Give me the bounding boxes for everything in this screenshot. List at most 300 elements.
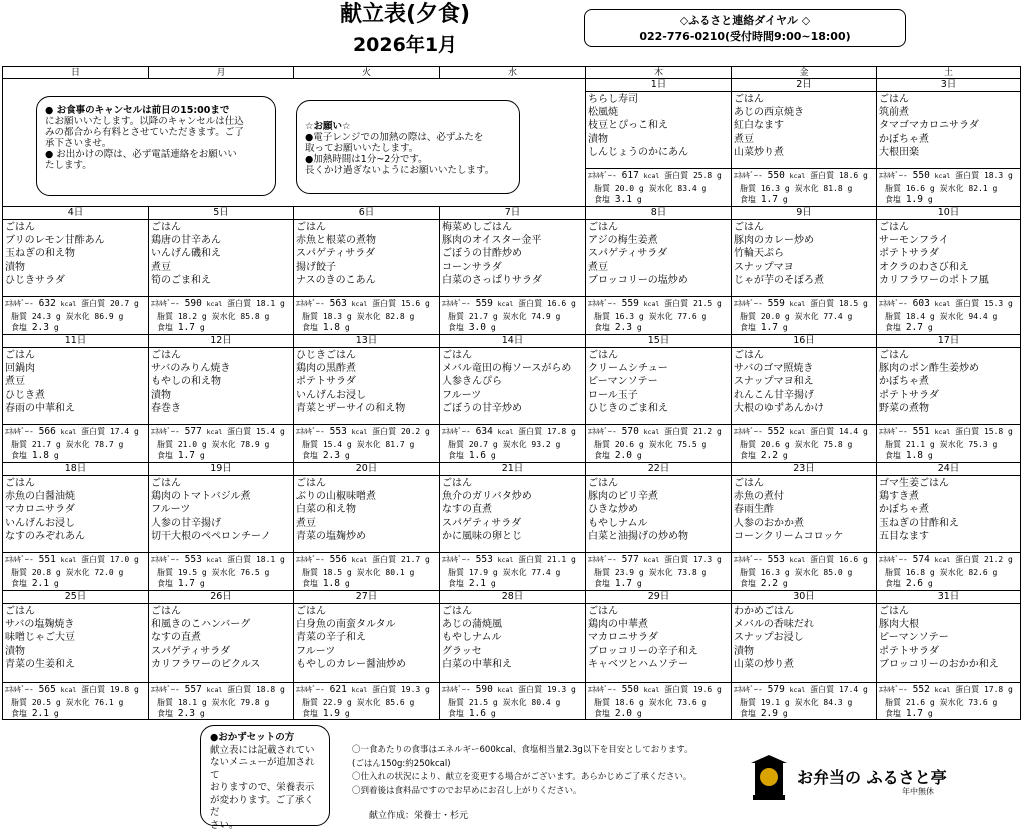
protein-value: 19.8	[109, 685, 130, 694]
gram-unit: g	[53, 709, 59, 718]
menu-item: 赤魚と根菜の煮物	[296, 235, 376, 247]
carb-value: 79.8	[240, 697, 260, 707]
protein-value: 15.3	[983, 299, 1004, 308]
gram-unit: g	[784, 311, 790, 321]
fat-value: 22.9	[322, 697, 343, 707]
fat-label: 脂質	[448, 697, 464, 707]
gram-unit: g	[134, 555, 139, 564]
protein-label: 蛋白質	[518, 427, 543, 436]
gram-unit: g	[927, 323, 933, 332]
contact-title: ◇ふるさと連絡ダイヤル ◇	[679, 14, 811, 27]
energy-value: 551	[912, 426, 930, 437]
protein-label: 蛋白質	[81, 685, 106, 694]
energy-value: 557	[184, 684, 202, 695]
day-number: 19日	[149, 463, 293, 476]
menu-item: なすの直煮	[442, 504, 492, 516]
menu-item: 人参の甘辛揚げ	[151, 517, 221, 529]
energy-label: ｴﾈﾙｷﾞｰ	[734, 299, 758, 308]
gram-unit: g	[555, 697, 561, 707]
fat-value: 20.8	[31, 567, 52, 577]
menu-list	[3, 220, 148, 287]
menu-item: サバの塩麹焼き	[5, 619, 75, 631]
day-number: 25日	[3, 591, 148, 604]
gram-unit: g	[344, 709, 350, 718]
gram-unit: g	[201, 697, 207, 707]
menu-item: サバのゴマ照焼き	[734, 363, 814, 375]
energy-value: 559	[475, 298, 493, 309]
menu-list	[149, 348, 293, 415]
salt-value: 1.7	[177, 450, 195, 461]
day-number: 26日	[149, 591, 293, 604]
fat-value: 18.4	[905, 311, 926, 321]
protein-label: 蛋白質	[664, 299, 689, 308]
set-note-line: 献立表には記載されてい	[210, 744, 315, 756]
gram-unit: g	[55, 697, 61, 707]
menu-item: 青菜の塩麹炒め	[296, 530, 366, 542]
fat-label: 脂質	[11, 439, 27, 449]
gram-unit: g	[492, 311, 498, 321]
gram-unit: g	[992, 697, 998, 707]
kcal-unit: kcal	[643, 428, 660, 436]
menu-item: なすの直煮	[151, 632, 201, 644]
carb-value: 78.7	[94, 439, 114, 449]
menu-item: ごはん	[296, 606, 326, 617]
menu-item: ポテトサラダ	[879, 389, 939, 401]
gram-unit: g	[571, 299, 576, 308]
fat-label: 脂質	[594, 311, 610, 321]
salt-label: 食塩	[594, 323, 610, 332]
menu-list	[586, 92, 731, 159]
gram-unit: g	[927, 195, 933, 204]
menu-item: 赤魚の白醤油焼	[5, 491, 75, 503]
fat-label: 脂質	[594, 183, 610, 193]
menu-item: スパゲティサラダ	[588, 248, 668, 260]
fat-label: 脂質	[11, 697, 27, 707]
menu-item: 鶏唐の甘辛あん	[151, 235, 221, 247]
salt-value: 2.1	[31, 708, 49, 719]
carb-value: 94.4	[968, 311, 988, 321]
gram-unit: g	[571, 685, 576, 694]
set-note-line: おりますので、栄養表示	[210, 782, 315, 793]
menu-item: キャベツとハムソテー	[588, 658, 688, 670]
protein-label: 蛋白質	[518, 299, 543, 308]
gram-unit: g	[492, 697, 498, 707]
page-subtitle: 2026年1月	[352, 34, 458, 56]
carb-label: 炭水化	[211, 439, 236, 449]
gram-unit: g	[863, 171, 868, 180]
gram-unit: g	[636, 323, 642, 332]
protein-value: 21.1	[546, 555, 567, 564]
menu-item: 豚肉大根	[879, 619, 919, 631]
menu-item: 大根田楽	[879, 146, 919, 158]
fat-value: 23.9	[614, 567, 635, 577]
gram-unit: g	[717, 171, 722, 180]
menu-item: クリームシチュー	[588, 363, 668, 375]
energy-value: 552	[767, 426, 785, 437]
salt-value: 1.7	[760, 194, 778, 205]
carb-value: 75.5	[677, 439, 697, 449]
protein-label: 蛋白質	[955, 685, 980, 694]
day-cell	[586, 79, 732, 207]
gram-unit: g	[847, 439, 853, 449]
gram-unit: g	[638, 567, 644, 577]
day-cell	[732, 335, 877, 463]
salt-label: 食塩	[11, 579, 27, 588]
day-cell	[732, 463, 877, 591]
menu-item: 煮豆	[588, 261, 608, 273]
energy-label: ｴﾈﾙｷﾞｰ	[879, 299, 903, 308]
protein-value: 21.2	[983, 555, 1004, 564]
menu-item: 白菜の中華和え	[442, 658, 512, 670]
energy-value: 570	[621, 426, 639, 437]
menu-item: ごぼうの甘辛炒め	[442, 402, 522, 414]
energy-label: ｴﾈﾙｷﾞｰ	[588, 685, 612, 694]
day-number: 4日	[3, 207, 148, 220]
salt-value: 1.9	[905, 194, 923, 205]
menu-item: ごはん	[734, 478, 764, 489]
menu-item: フルーツ	[151, 504, 191, 516]
energy-label: ｴﾈﾙｷﾞｰ	[442, 685, 466, 694]
nutrition-info: ｴﾈﾙｷﾞｰ- 579 kcal 蛋白質 17.4 g 脂質 19.1 g 炭水化 84.3 g 食塩 2.9 g	[732, 682, 876, 720]
protein-label: 蛋白質	[664, 171, 689, 180]
fat-value: 21.7	[468, 311, 489, 321]
menu-item: ごはん	[5, 478, 35, 489]
menu-list	[877, 476, 1020, 543]
menu-item: タマゴマカロニサラダ	[879, 120, 979, 132]
gram-unit: g	[53, 451, 59, 460]
day-cell	[877, 79, 1020, 207]
menu-list	[294, 604, 439, 671]
energy-value: 556	[329, 554, 347, 565]
menu-item: 味噌じゃご大豆	[5, 632, 75, 644]
kcal-unit: kcal	[789, 556, 806, 564]
menu-item: 鶏肉の中華煮	[588, 619, 648, 631]
day-number: 14日	[440, 335, 585, 348]
gram-unit: g	[847, 311, 853, 321]
menu-list	[3, 348, 148, 415]
nutrition-info: ｴﾈﾙｷﾞｰ- 551 kcal 蛋白質 17.0 g 脂質 20.8 g 炭水化 72.0 g 食塩 2.1 g	[3, 552, 148, 590]
menu-item: ちらし寿司	[588, 94, 638, 105]
carb-value: 73.6	[677, 697, 697, 707]
kcal-unit: kcal	[206, 428, 223, 436]
salt-label: 食塩	[302, 579, 318, 588]
menu-item: スナップマヨ	[734, 261, 794, 273]
menu-item: いんげんお浸し	[5, 517, 75, 529]
day-number: 8日	[586, 207, 731, 220]
energy-label: ｴﾈﾙｷﾞｰ	[5, 685, 29, 694]
day-cell	[732, 591, 877, 720]
carb-label: 炭水化	[939, 439, 964, 449]
menu-list	[440, 476, 585, 543]
day-cell	[877, 335, 1020, 463]
menu-item: 山菜の炒り煮	[734, 658, 794, 670]
menu-item: もやしナムル	[442, 632, 502, 644]
gram-unit: g	[929, 183, 935, 193]
energy-value: 574	[912, 554, 930, 565]
fat-value: 20.0	[614, 183, 635, 193]
salt-label: 食塩	[740, 709, 756, 718]
nutrition-info: ｴﾈﾙｷﾞｰ- 570 kcal 蛋白質 21.2 g 脂質 20.6 g 炭水化 75.5 g 食塩 2.0 g	[586, 424, 731, 462]
salt-label: 食塩	[885, 195, 901, 204]
salt-label: 食塩	[448, 451, 464, 460]
nutrition-info: ｴﾈﾙｷﾞｰ- 566 kcal 蛋白質 17.4 g 脂質 21.7 g 炭水化 78.7 g 食塩 1.8 g	[3, 424, 148, 462]
nutrition-info: ｴﾈﾙｷﾞｰ- 574 kcal 蛋白質 21.2 g 脂質 16.8 g 炭水化 82.6 g 食塩 2.6 g	[877, 552, 1020, 590]
gram-unit: g	[927, 709, 933, 718]
energy-value: 559	[767, 298, 785, 309]
gram-unit: g	[199, 709, 205, 718]
fat-value: 20.7	[468, 439, 489, 449]
footnote-line: 〇到着後は食料品ですのでお早めにお召し上がりください。	[352, 785, 582, 796]
carb-label: 炭水化	[794, 183, 819, 193]
contact-phone: 022-776-0210(受付時間9:00~18:00)	[639, 30, 851, 43]
nutrition-info: ｴﾈﾙｷﾞｰ- 553 kcal 蛋白質 16.6 g 脂質 16.3 g 炭水化 85.0 g 食塩 2.2 g	[732, 552, 876, 590]
carb-label: 炭水化	[356, 567, 381, 577]
salt-value: 2.0	[614, 708, 632, 719]
gram-unit: g	[717, 299, 722, 308]
carb-value: 85.0	[823, 567, 843, 577]
carb-label: 炭水化	[356, 439, 381, 449]
carb-label: 炭水化	[211, 697, 236, 707]
menu-item: 漬物	[588, 133, 608, 145]
fat-label: 脂質	[448, 439, 464, 449]
menu-item: ひじきサラダ	[5, 274, 65, 286]
protein-value: 19.3	[400, 685, 421, 694]
footnote-line: 〇仕入れの状況により、献立を変更する場合がございます。あらかじめご了承ください。	[352, 772, 692, 782]
carb-value: 73.8	[677, 567, 697, 577]
protein-value: 20.7	[109, 299, 130, 308]
fat-value: 18.5	[322, 567, 343, 577]
menu-item: 煮豆	[734, 133, 754, 145]
gram-unit: g	[929, 567, 935, 577]
energy-label: ｴﾈﾙｷﾞｰ	[734, 685, 758, 694]
menu-item: 和風きのこハンバーグ	[151, 619, 251, 631]
fat-value: 15.4	[322, 439, 343, 449]
carb-label: 炭水化	[356, 697, 381, 707]
menu-item: 大根のゆずあんかけ	[734, 402, 824, 414]
protein-label: 蛋白質	[227, 555, 252, 564]
menu-list	[294, 348, 439, 415]
kcal-unit: kcal	[60, 300, 77, 308]
protein-value: 15.6	[400, 299, 421, 308]
gram-unit: g	[346, 567, 352, 577]
day-number: 6日	[294, 207, 439, 220]
kcal-unit: kcal	[643, 300, 660, 308]
gram-unit: g	[55, 439, 61, 449]
menu-item: 鶏肉のトマトバジル煮	[151, 491, 251, 503]
menu-item: 切干大根のペペロンチーノ	[151, 530, 271, 542]
gram-unit: g	[425, 555, 430, 564]
carb-value: 77.4	[823, 311, 843, 321]
day-cell	[3, 591, 149, 720]
salt-value: 2.3	[31, 322, 49, 333]
menu-item: メバルの香味だれ	[734, 619, 814, 631]
weekday-header: 金	[732, 67, 877, 79]
carb-label: 炭水化	[65, 567, 90, 577]
gram-unit: g	[927, 579, 933, 588]
gram-unit: g	[636, 451, 642, 460]
menu-item: 漬物	[5, 261, 25, 273]
menu-item: スパゲティサラダ	[442, 517, 522, 529]
energy-value: 566	[38, 426, 56, 437]
carb-value: 82.8	[385, 311, 405, 321]
weekday-header: 土	[877, 67, 1020, 79]
menu-list	[732, 92, 876, 159]
protein-label: 蛋白質	[955, 171, 980, 180]
nutrition-info: ｴﾈﾙｷﾞｰ- 559 kcal 蛋白質 16.6 g 脂質 21.7 g 炭水化 74.9 g 食塩 3.0 g	[440, 296, 585, 334]
gram-unit: g	[701, 183, 707, 193]
carb-label: 炭水化	[502, 567, 527, 577]
protein-value: 20.2	[400, 427, 421, 436]
menu-item: 豚肉のカレー炒め	[734, 235, 814, 247]
footnote-line: 〇一食あたりの食事はエネルギー600kcal、食塩相当量2.3g以下を目安としております。	[352, 745, 693, 755]
gram-unit: g	[863, 299, 868, 308]
gram-unit: g	[490, 709, 496, 718]
carb-label: 炭水化	[794, 697, 819, 707]
gram-unit: g	[55, 567, 61, 577]
kcal-unit: kcal	[789, 686, 806, 694]
menu-item: サーモンフライ	[879, 235, 949, 247]
gram-unit: g	[201, 439, 207, 449]
salt-label: 食塩	[448, 323, 464, 332]
gram-unit: g	[701, 311, 707, 321]
carb-label: 炭水化	[939, 697, 964, 707]
day-number: 9日	[732, 207, 876, 220]
fat-value: 21.6	[905, 697, 926, 707]
menu-item: 松風焼	[588, 107, 618, 119]
protein-value: 15.8	[983, 427, 1004, 436]
kcal-unit: kcal	[934, 428, 951, 436]
menu-item: じゃが芋のそぼろ煮	[734, 274, 824, 286]
menu-item: あじの西京焼き	[734, 107, 804, 119]
energy-value: 617	[621, 170, 639, 181]
fat-label: 脂質	[11, 311, 27, 321]
kcal-unit: kcal	[934, 556, 951, 564]
salt-label: 食塩	[594, 195, 610, 204]
gram-unit: g	[425, 685, 430, 694]
menu-item: ごはん	[734, 222, 764, 233]
nutrition-info: ｴﾈﾙｷﾞｰ- 552 kcal 蛋白質 14.4 g 脂質 20.6 g 炭水化 75.8 g 食塩 2.2 g	[732, 424, 876, 462]
protein-label: 蛋白質	[664, 427, 689, 436]
set-note-line: ないメニューが追加されて	[210, 757, 315, 781]
gram-unit: g	[717, 555, 722, 564]
menu-item: 筑前煮	[879, 107, 909, 119]
menu-item: 枝豆とぴっこ和え	[588, 120, 668, 132]
protein-label: 蛋白質	[518, 555, 543, 564]
menu-list	[149, 476, 293, 543]
gram-unit: g	[1008, 299, 1013, 308]
energy-label: ｴﾈﾙｷﾞｰ	[151, 427, 175, 436]
carb-value: 83.4	[677, 183, 697, 193]
protein-label: 蛋白質	[810, 427, 835, 436]
energy-label: ｴﾈﾙｷﾞｰ	[442, 427, 466, 436]
carb-value: 75.8	[823, 439, 843, 449]
menu-list	[877, 348, 1020, 415]
day-cell	[586, 335, 732, 463]
menu-item: スナップお浸し	[734, 632, 804, 644]
day-number: 17日	[877, 335, 1020, 348]
salt-label: 食塩	[448, 709, 464, 718]
fat-value: 20.6	[614, 439, 635, 449]
day-number: 11日	[3, 335, 148, 348]
menu-list	[3, 476, 148, 543]
fat-label: 脂質	[594, 439, 610, 449]
menu-item: 漬物	[734, 645, 754, 657]
energy-label: ｴﾈﾙｷﾞｰ	[151, 299, 175, 308]
salt-label: 食塩	[594, 451, 610, 460]
menu-item: いんげんお浸し	[296, 389, 366, 401]
menu-item: ロール玉子	[588, 389, 638, 401]
carb-label: 炭水化	[794, 567, 819, 577]
carb-value: 80.1	[385, 567, 405, 577]
gram-unit: g	[847, 697, 853, 707]
day-cell	[294, 335, 440, 463]
gram-unit: g	[636, 709, 642, 718]
gram-unit: g	[201, 567, 207, 577]
menu-item: ひじきごはん	[296, 350, 356, 361]
menu-item: 人参きんぴら	[442, 376, 502, 388]
gram-unit: g	[782, 579, 788, 588]
energy-value: 590	[184, 298, 202, 309]
protein-value: 19.3	[546, 685, 567, 694]
fat-label: 脂質	[885, 697, 901, 707]
nutrition-info: ｴﾈﾙｷﾞｰ- 553 kcal 蛋白質 18.1 g 脂質 19.5 g 炭水化 76.5 g 食塩 1.7 g	[149, 552, 293, 590]
request-notice-line: 取ってお願いいたします。	[305, 143, 419, 154]
kcal-unit: kcal	[934, 686, 951, 694]
gram-unit: g	[1008, 555, 1013, 564]
menu-item: 野菜の煮物	[879, 402, 929, 414]
salt-value: 2.6	[905, 578, 923, 589]
protein-value: 18.6	[838, 171, 859, 180]
day-number: 20日	[294, 463, 439, 476]
energy-value: 550	[767, 170, 785, 181]
day-cell	[294, 463, 440, 591]
request-notice-line: ●加熱時間は1分~2分です。	[305, 154, 428, 165]
energy-value: 553	[475, 554, 493, 565]
gram-unit: g	[264, 439, 270, 449]
gram-unit: g	[992, 439, 998, 449]
energy-label: ｴﾈﾙｷﾞｰ	[296, 685, 320, 694]
salt-value: 1.8	[31, 450, 49, 461]
gram-unit: g	[782, 709, 788, 718]
menu-item: れんこん甘辛揚げ	[734, 389, 814, 401]
carb-label: 炭水化	[939, 567, 964, 577]
fat-label: 脂質	[302, 567, 318, 577]
kcal-unit: kcal	[60, 428, 77, 436]
energy-label: ｴﾈﾙｷﾞｰ	[5, 555, 29, 564]
energy-value: 577	[184, 426, 202, 437]
salt-value: 2.2	[760, 450, 778, 461]
nutrition-info: ｴﾈﾙｷﾞｰ- 559 kcal 蛋白質 18.5 g 脂質 20.0 g 炭水化 77.4 g 食塩 1.7 g	[732, 296, 876, 334]
gram-unit: g	[344, 323, 350, 332]
protein-value: 14.4	[838, 427, 859, 436]
menu-item: ごはん	[734, 94, 764, 105]
gram-unit: g	[717, 685, 722, 694]
salt-value: 2.2	[760, 578, 778, 589]
protein-label: 蛋白質	[664, 685, 689, 694]
gram-unit: g	[701, 567, 707, 577]
menu-item: ごはん	[442, 478, 472, 489]
menu-item: スナップマヨ和え	[734, 376, 814, 388]
salt-value: 1.7	[614, 578, 632, 589]
nutrition-info: ｴﾈﾙｷﾞｰ- 559 kcal 蛋白質 21.5 g 脂質 16.3 g 炭水化 77.6 g 食塩 2.3 g	[586, 296, 731, 334]
protein-label: 蛋白質	[955, 427, 980, 436]
carb-value: 81.8	[823, 183, 843, 193]
gram-unit: g	[863, 555, 868, 564]
salt-label: 食塩	[885, 451, 901, 460]
fat-label: 脂質	[11, 567, 27, 577]
weekday-header: 月	[149, 67, 294, 79]
fat-label: 脂質	[157, 697, 173, 707]
